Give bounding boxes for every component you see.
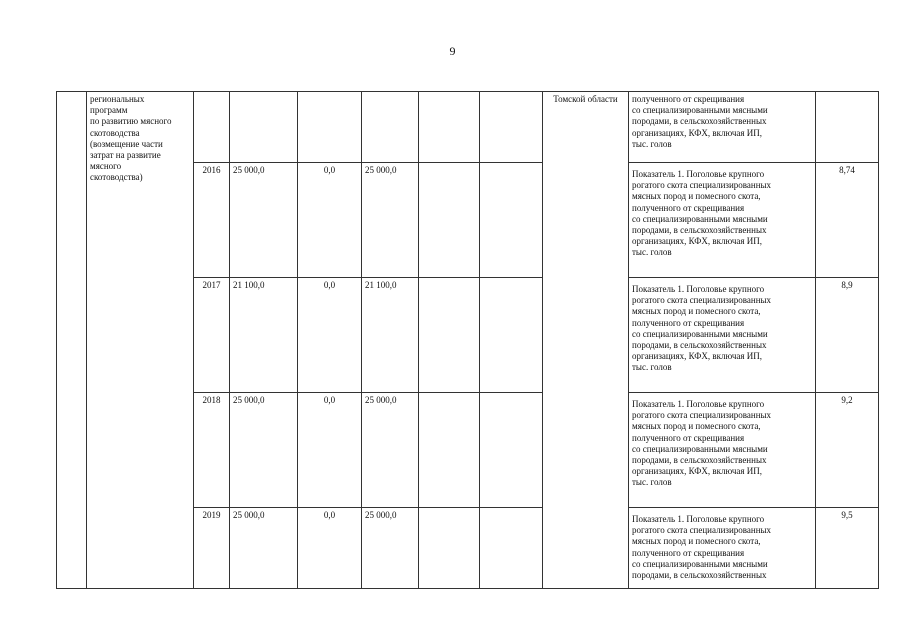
total-cell [230, 92, 298, 163]
empty-cell [480, 92, 543, 163]
empty-cell [419, 393, 480, 508]
federal-cell: 0,0 [298, 508, 362, 589]
page-number: 9 [449, 44, 456, 58]
total-cell: 25 000,0 [230, 508, 298, 589]
year-cell: 2019 [194, 508, 230, 589]
indicator-cell: полученного от скрещивания со специализированными мясными породами, в сельскохозяйственных организациях, КФХ, включая ИП, тыс. голов [629, 92, 816, 163]
event-description-cell: региональных программ по развитию мясного скотоводства (возмещение части затрат на развитие мясного скотоводства) [87, 92, 194, 589]
indicator-value-cell: 8,9 [816, 278, 879, 393]
regional-cell: 25 000,0 [362, 508, 419, 589]
indicator-cell: Показатель 1. Поголовье крупного рогатого скота специализированных мясных пород и помесного скота, полученного от скрещивания со специализированными мясными породами, в сельскохозяйственных [629, 508, 816, 589]
year-cell: 2016 [194, 163, 230, 278]
indicator-cell: Показатель 1. Поголовье крупного рогатого скота специализированных мясных пород и помесного скота, полученного от скрещивания со специализированными мясными породами, в сельскохозяйственных организациях, КФХ, включая ИП, тыс. голов [629, 278, 816, 393]
indicator-cell: Показатель 1. Поголовье крупного рогатого скота специализированных мясных пород и помесного скота, полученного от скрещивания со специализированными мясными породами, в сельскохозяйственных организациях, КФХ, включая ИП, тыс. голов [629, 393, 816, 508]
empty-cell [480, 163, 543, 278]
total-cell: 25 000,0 [230, 393, 298, 508]
empty-cell [419, 92, 480, 163]
federal-cell: 0,0 [298, 163, 362, 278]
regional-cell [362, 92, 419, 163]
empty-cell [419, 278, 480, 393]
regional-cell: 25 000,0 [362, 393, 419, 508]
indicator-value-cell [816, 92, 879, 163]
regional-cell: 21 100,0 [362, 278, 419, 393]
empty-cell [419, 163, 480, 278]
table-row [57, 92, 879, 163]
indicator-value-cell: 8,74 [816, 163, 879, 278]
table-body [57, 92, 879, 589]
federal-cell: 0,0 [298, 278, 362, 393]
year-cell: 2017 [194, 278, 230, 393]
indicator-value-cell: 9,2 [816, 393, 879, 508]
regional-cell: 25 000,0 [362, 163, 419, 278]
year-cell [194, 92, 230, 163]
empty-cell [480, 508, 543, 589]
program-table [56, 91, 879, 589]
year-cell: 2018 [194, 393, 230, 508]
indicator-value-cell: 9,5 [816, 508, 879, 589]
federal-cell [298, 92, 362, 163]
row-number-cell [57, 92, 87, 589]
empty-cell [419, 508, 480, 589]
indicator-cell: Показатель 1. Поголовье крупного рогатого скота специализированных мясных пород и помесного скота, полученного от скрещивания со специализированными мясными породами, в сельскохозяйственных организациях, КФХ, включая ИП, тыс. голов [629, 163, 816, 278]
executor-cell: Томской области [543, 92, 629, 589]
federal-cell: 0,0 [298, 393, 362, 508]
total-cell: 25 000,0 [230, 163, 298, 278]
total-cell: 21 100,0 [230, 278, 298, 393]
empty-cell [480, 278, 543, 393]
empty-cell [480, 393, 543, 508]
